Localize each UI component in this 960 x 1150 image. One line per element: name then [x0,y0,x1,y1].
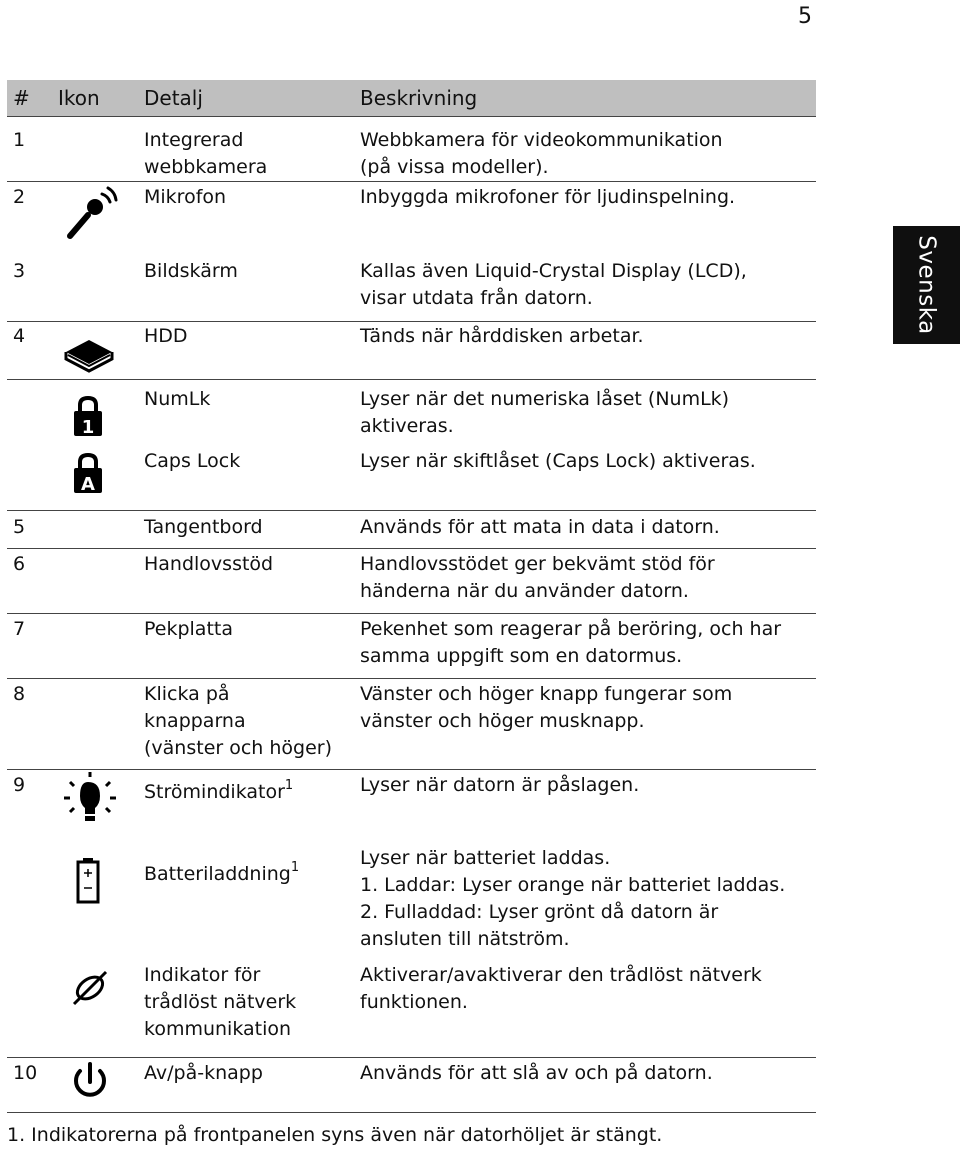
row-icon-cell [52,380,138,448]
row-description: Lyser när batteriet laddas. 1. Laddar: Lyser orange när batteriet laddas. 2. Fulladdad: Lyser grönt då datorn är ansluten till nätström. [360,846,786,950]
row-detail: Mikrofon [138,182,354,256]
page-number: 5 [798,4,812,29]
header-description: Beskrivning [354,80,816,117]
microphone-icon [58,182,118,242]
table-row [7,614,816,679]
row-icon-cell [52,549,138,614]
row-detail: Av/på-knapp [138,1058,354,1113]
power-indicator-icon [58,770,118,830]
row-number [7,962,52,1058]
language-tab-label: Svenska [913,235,940,335]
row-icon-cell [52,448,138,511]
row-description: Används för att slå av och på datorn. [354,1058,816,1113]
row-detail: Indikator för trådlöst nätverk kommunikation [144,963,297,1040]
table-row [7,840,816,962]
row-number: 1 [7,117,52,182]
capslock-icon [58,451,110,495]
table-row [7,770,816,840]
row-description: Vänster och höger knapp fungerar som vänster och höger musknapp. [354,679,816,770]
row-number [7,448,52,511]
row-description: Inbyggda mikrofoner för ljudinspelning. [354,182,816,256]
row-description: Kallas även Liquid-Crystal Display (LCD), visar utdata från datorn. [360,259,747,309]
row-detail: Integrerad webbkamera [138,117,354,182]
row-number: 10 [7,1058,52,1113]
row-icon-cell [52,679,138,770]
header-detail: Detalj [138,80,354,117]
row-description: Används för att mata in data i datorn. [354,511,816,549]
table-row [7,679,816,770]
table-row [7,117,816,182]
table-row [7,962,816,1058]
row-detail: Handlovsstöd [138,549,354,614]
row-detail: Caps Lock [144,449,241,472]
row-number: 9 [7,770,52,840]
row-icon-cell [52,256,138,322]
header-icon: Ikon [52,80,138,117]
row-icon-cell [52,1058,138,1113]
row-description: Tänds när hårddisken arbetar. [354,322,816,380]
svg-text:A: A [81,473,95,495]
row-description: Pekenhet som reagerar på beröring, och har samma uppgift som en datormus. [354,614,816,679]
row-detail: HDD [138,322,354,380]
row-icon-cell [52,962,138,1058]
row-number: 6 [7,549,52,614]
row-icon-cell [52,614,138,679]
table-header-row [7,80,816,117]
table-row [7,182,816,256]
row-description: Lyser när datorn är påslagen. [354,770,816,840]
row-icon-cell [52,511,138,549]
row-detail: NumLk [138,380,354,448]
row-number: 4 [7,322,52,380]
row-number: 5 [7,511,52,549]
header-number: # [7,80,52,117]
row-description: Handlovsstödet ger bekvämt stöd för händerna när du använder datorn. [354,549,816,614]
battery-icon [58,856,118,904]
footnote: 1. Indikatorerna på frontpanelen syns även när datorhöljet är stängt. [7,1124,663,1146]
row-number [7,840,52,962]
table-row [7,380,816,448]
row-number: 2 [7,182,52,256]
row-icon-cell [52,322,138,380]
row-icon-cell [52,770,138,840]
row-number: 3 [13,259,26,282]
numlock-icon [58,394,110,438]
table-row [7,256,816,322]
row-icon-cell [52,117,138,182]
table-row [7,1058,816,1113]
table-row [7,549,816,614]
row-description: Aktiverar/avaktiverar den trådlöst nätverk funktionen. [360,963,762,1013]
hdd-icon [58,322,118,376]
table-row [7,322,816,380]
row-detail: Tangentbord [138,511,354,549]
row-number [7,380,52,448]
language-tab [893,226,960,344]
row-detail: Batteriladdning$^1$ [144,859,300,885]
table-row [7,448,816,511]
row-detail: Strömindikator$^1$ [138,770,354,840]
row-description: Lyser när skiftlåset (Caps Lock) aktiveras. [360,449,756,472]
row-detail: Pekplatta [138,614,354,679]
row-detail: Klicka på knapparna (vänster och höger) [138,679,354,770]
component-table [7,80,816,1113]
power-button-icon [58,1058,118,1108]
row-icon-cell [52,840,138,962]
row-description: Lyser när det numeriska låset (NumLk) aktiveras. [354,380,816,448]
row-icon-cell [52,182,138,256]
row-number: 8 [7,679,52,770]
row-number: 7 [7,614,52,679]
wireless-icon [58,968,118,1008]
svg-text:1: 1 [81,417,95,438]
row-detail: Bildskärm [144,259,238,282]
row-description: Webbkamera för videokommunikation (på vissa modeller). [354,117,816,182]
table-row [7,511,816,549]
